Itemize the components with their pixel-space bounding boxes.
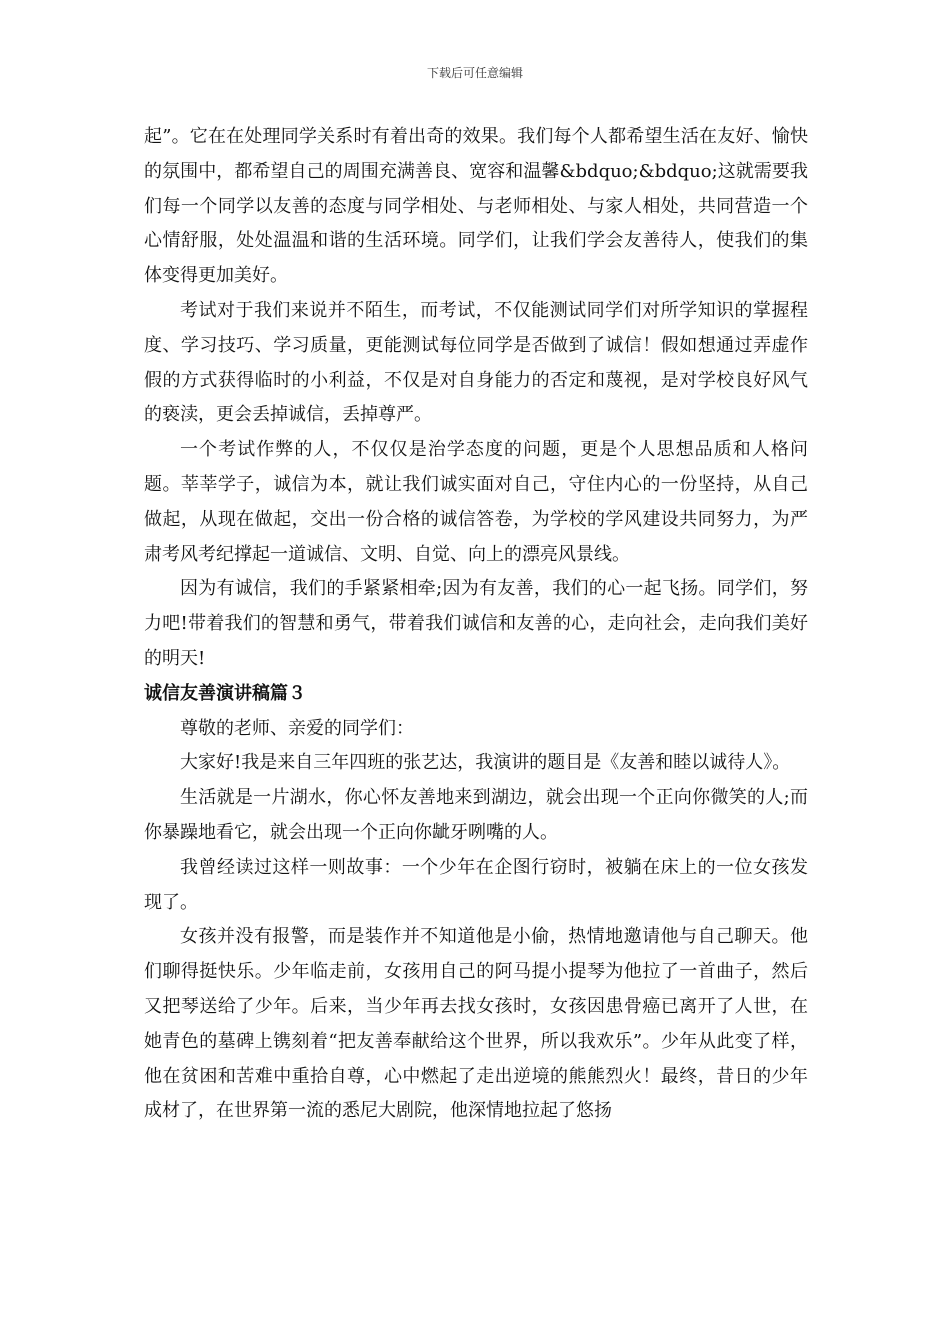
section-heading: 诚信友善演讲稿篇３ bbox=[144, 682, 306, 704]
paragraph-cheating: 一个考试作弊的人，不仅仅是治学态度的问题，更是个人思想品质和人格问题。莘莘学子，诚信为本，就让我们诚实面对自己，守住内心的一份坚持，从自己做起，从现在做起，交出一份合格的诚信答卷，为学校的学风建设共同努力，为严肃考风考纪撑起一道诚信、文明、自觉、向上的漂亮风景线。 bbox=[144, 439, 808, 565]
paragraph-salutation: 尊敬的老师、亲爱的同学们： bbox=[180, 717, 414, 739]
paragraph-story-body: 女孩并没有报警，而是装作并不知道他是小偷，热情地邀请他与自己聊天。他们聊得挺快乐。少年临走前，女孩用自己的阿马提小提琴为他拉了一首曲子，然后又把琴送给了少年。后来，当少年再去找女孩时，女孩因患骨癌已离开了人世，在她青色的墓碑上镌刻着“把友善奉献给这个世界，所以我欢乐”。少年从此变了样，他在贫困和苦难中重拾自尊，心中燃起了走出逆境的熊熊烈火！最终，昔日的少年成材了，在世界第一流的悉尼大剧院，他深情地拉起了悠扬 bbox=[144, 926, 808, 1122]
paragraph-lake-metaphor: 生活就是一片湖水，你心怀友善地来到湖边，就会出现一个正向你微笑的人;而你暴躁地看它，就会出现一个正向你龇牙咧嘴的人。 bbox=[144, 787, 808, 843]
paragraph-greeting: 大家好!我是来自三年四班的张艺达，我演讲的题目是《友善和睦以诚待人》。 bbox=[180, 752, 791, 774]
paragraph-closing: 因为有诚信，我们的手紧紧相牵;因为有友善，我们的心一起飞扬。同学们，努力吧!带着我们的智慧和勇气，带着我们诚信和友善的心，走向社会，走向我们美好的明天! bbox=[144, 578, 808, 669]
document-body bbox=[144, 120, 808, 1129]
paragraph-story-intro: 我曾经读过这样一则故事：一个少年在企图行窃时，被躺在床上的一位女孩发现了。 bbox=[144, 856, 808, 913]
page-header-note: 下载后可任意编辑 bbox=[426, 66, 523, 80]
paragraph-continued: 起”。它在在处理同学关系时有着出奇的效果。我们每个人都希望生活在友好、愉快的氛围中，都希望自己的周围充满善良、宽容和温馨&bdquo;&bdquo;这就需要我们每一个同学以友善的态度与同学相处、与老师相处、与家人相处，共同营造一个心情舒服，处处温温和谐的生活环境。同学们，让我们学会友善待人，使我们的集体变得更加美好。 bbox=[144, 126, 808, 287]
paragraph-exam-integrity: 考试对于我们来说并不陌生，而考试，不仅能测试同学们对所学知识的掌握程度、学习技巧、学习质量，更能测试每位同学是否做到了诚信！假如想通过弄虚作假的方式获得临时的小利益，不仅是对自身能力的否定和蔑视，是对学校良好风气的亵渎，更会丢掉诚信，丢掉尊严。 bbox=[144, 299, 808, 426]
